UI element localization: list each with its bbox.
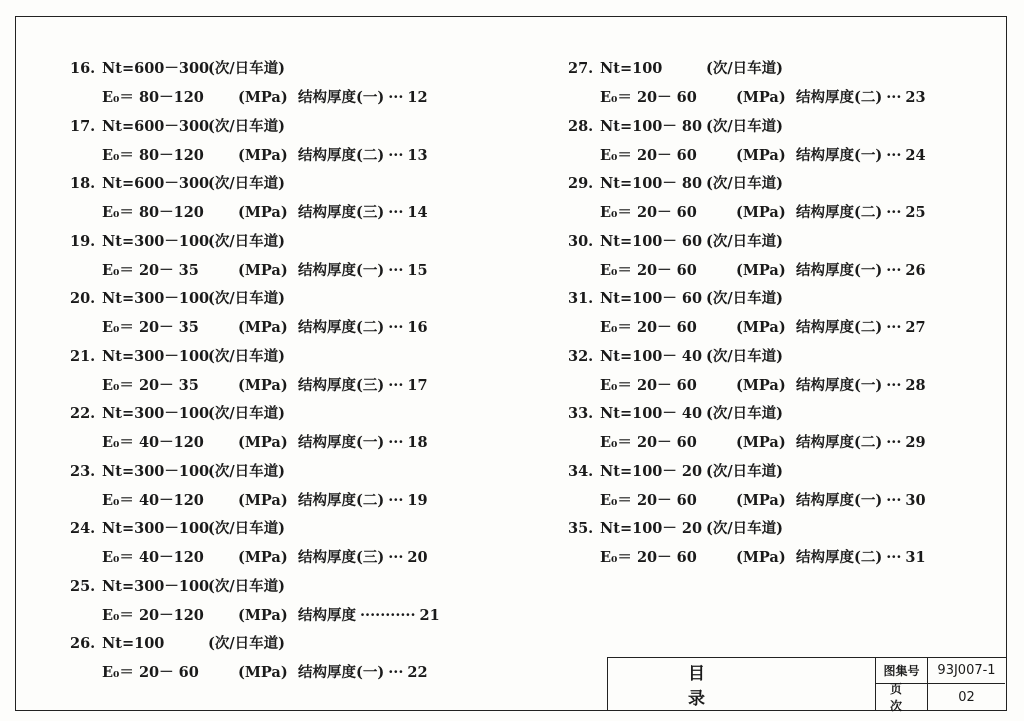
entry-description: 结构厚度(二): [298, 319, 385, 336]
modulus-unit: (MPa): [736, 89, 786, 106]
entry-number: 20.: [70, 290, 96, 307]
traffic-range: Nt=100: [600, 60, 663, 77]
entry-description: 结构厚度(二): [796, 549, 883, 566]
entry-number: 29.: [568, 175, 594, 192]
traffic-range: Nt=300－100: [102, 290, 210, 307]
leader-dots: ···: [886, 376, 902, 394]
traffic-range: Nt=300－100: [102, 462, 210, 480]
modulus-unit: (MPa): [736, 204, 786, 221]
traffic-unit: (次/日车道): [208, 405, 286, 422]
entry-number: 27.: [568, 60, 594, 77]
modulus-range: E₀＝ 40－120: [102, 491, 204, 509]
leader-dots: ···: [886, 491, 902, 509]
entry-number: 34.: [568, 462, 594, 480]
toc-entry-modulus-line: [600, 200, 926, 226]
toc-entry-modulus-line: [600, 488, 926, 514]
leader-dots: ···: [886, 261, 902, 279]
leader-dots: ···: [388, 434, 404, 451]
toc-entry-modulus-line: [102, 258, 428, 284]
modulus-range: E₀＝ 20－ 60: [102, 664, 199, 681]
modulus-unit: (MPa): [736, 434, 786, 451]
traffic-unit: (次/日车道): [208, 290, 286, 307]
traffic-range: Nt=100－ 60: [600, 290, 703, 307]
page-number: 23: [905, 89, 926, 106]
traffic-unit: (次/日车道): [208, 175, 286, 192]
entry-description: 结构厚度(三): [298, 549, 385, 566]
modulus-range: E₀＝ 20－ 60: [600, 376, 697, 394]
modulus-range: E₀＝ 20－ 60: [600, 491, 697, 509]
leader-dots: ···: [388, 664, 404, 681]
toc-entry-modulus-line: [102, 373, 428, 399]
title-block: [607, 657, 1007, 711]
title-block-title: 目录: [608, 658, 876, 710]
modulus-unit: (MPa): [736, 146, 786, 164]
page-number: 28: [905, 376, 926, 394]
traffic-range: Nt=100－ 60: [600, 232, 703, 250]
modulus-range: E₀＝ 20－ 35: [102, 376, 199, 394]
traffic-unit: (次/日车道): [706, 405, 784, 422]
toc-entry-traffic-line: [568, 171, 783, 197]
entry-description: 结构厚度(二): [796, 204, 883, 221]
modulus-range: E₀＝ 20－ 60: [600, 261, 697, 279]
toc-entry-traffic-line: [70, 401, 285, 427]
page-number-label: 页次: [876, 684, 928, 710]
traffic-unit: (次/日车道): [706, 347, 784, 365]
modulus-range: E₀＝ 40－120: [102, 549, 204, 566]
leader-dots: ···········: [360, 606, 416, 624]
modulus-range: E₀＝ 20－ 60: [600, 319, 697, 336]
toc-entry-traffic-line: [70, 459, 285, 485]
entry-number: 26.: [70, 635, 96, 652]
toc-entry-traffic-line: [568, 459, 783, 485]
atlas-number-value: 93J007-1: [928, 658, 1005, 684]
page-number: 26: [905, 261, 926, 279]
entry-number: 21.: [70, 347, 96, 365]
modulus-unit: (MPa): [736, 319, 786, 336]
entry-number: 30.: [568, 232, 594, 250]
leader-dots: ···: [388, 146, 404, 164]
page-number: 22: [407, 664, 428, 681]
traffic-unit: (次/日车道): [208, 117, 286, 135]
toc-entry-modulus-line: [102, 660, 428, 686]
leader-dots: ···: [886, 434, 902, 451]
toc-entry-modulus-line: [600, 315, 926, 341]
entry-description: 结构厚度(二): [796, 89, 883, 106]
toc-entry-modulus-line: [600, 373, 926, 399]
toc-entry-traffic-line: [568, 516, 783, 542]
page-number: 20: [407, 549, 428, 566]
entry-number: 16.: [70, 60, 96, 77]
entry-number: 33.: [568, 405, 594, 422]
toc-entry-modulus-line: [102, 200, 428, 226]
traffic-unit: (次/日车道): [706, 290, 784, 307]
page-number: 24: [905, 146, 926, 164]
leader-dots: ···: [388, 376, 404, 394]
traffic-range: Nt=600－300: [102, 60, 210, 77]
toc-entry-traffic-line: [70, 114, 285, 140]
toc-entry-modulus-line: [600, 430, 926, 456]
leader-dots: ···: [886, 549, 902, 566]
traffic-unit: (次/日车道): [208, 635, 286, 652]
toc-entry-traffic-line: [568, 401, 783, 427]
entry-description: 结构厚度(一): [796, 146, 883, 164]
modulus-unit: (MPa): [238, 549, 288, 566]
entry-description: 结构厚度(二): [796, 434, 883, 451]
page-number: 19: [407, 491, 428, 509]
toc-entry-traffic-line: [568, 114, 783, 140]
page-number: 17: [407, 376, 428, 394]
entry-description: 结构厚度(二): [796, 319, 883, 336]
modulus-unit: (MPa): [238, 376, 288, 394]
page-number: 16: [407, 319, 428, 336]
modulus-range: E₀＝ 20－ 60: [600, 204, 697, 221]
traffic-range: Nt=300－100: [102, 520, 210, 537]
entry-number: 28.: [568, 117, 594, 135]
toc-entry-modulus-line: [102, 143, 428, 169]
traffic-unit: (次/日车道): [208, 520, 286, 537]
traffic-range: Nt=100－ 20: [600, 520, 703, 537]
toc-entry-modulus-line: [600, 143, 926, 169]
page-number: 18: [407, 434, 428, 451]
page-number-value: 02: [958, 689, 975, 705]
toc-entry-modulus-line: [102, 315, 428, 341]
leader-dots: ···: [388, 319, 404, 336]
entry-number: 19.: [70, 232, 96, 250]
modulus-unit: (MPa): [238, 319, 288, 336]
traffic-unit: (次/日车道): [706, 60, 784, 77]
leader-dots: ···: [388, 491, 404, 509]
page-number: 14: [407, 204, 428, 221]
traffic-range: Nt=100: [102, 635, 165, 652]
toc-entry-traffic-line: [70, 574, 285, 600]
traffic-unit: (次/日车道): [208, 232, 286, 250]
entry-number: 35.: [568, 520, 594, 537]
modulus-unit: (MPa): [238, 606, 288, 624]
leader-dots: ···: [388, 261, 404, 279]
toc-entry-traffic-line: [70, 344, 285, 370]
modulus-unit: (MPa): [736, 376, 786, 394]
entry-description: 结构厚度(三): [298, 376, 385, 394]
leader-dots: ···: [886, 146, 902, 164]
traffic-range: Nt=600－300: [102, 117, 210, 135]
modulus-range: E₀＝ 20－ 60: [600, 89, 697, 106]
traffic-unit: (次/日车道): [706, 232, 784, 250]
toc-entry-traffic-line: [70, 631, 285, 657]
traffic-range: Nt=100－ 80: [600, 175, 703, 192]
modulus-unit: (MPa): [736, 491, 786, 509]
leader-dots: ···: [388, 89, 404, 106]
traffic-unit: (次/日车道): [706, 520, 784, 537]
leader-dots: ···: [886, 204, 902, 221]
toc-entry-traffic-line: [70, 229, 285, 255]
traffic-range: Nt=100－ 40: [600, 405, 703, 422]
entry-number: 17.: [70, 117, 96, 135]
page-number: 29: [905, 434, 926, 451]
entry-description: 结构厚度(二): [298, 146, 385, 164]
toc-entry-traffic-line: [568, 229, 783, 255]
toc-entry-modulus-line: [600, 85, 926, 111]
traffic-unit: (次/日车道): [706, 117, 784, 135]
toc-entry-traffic-line: [70, 286, 285, 312]
page-number: 30: [905, 491, 926, 509]
traffic-range: Nt=300－100: [102, 232, 210, 250]
entry-number: 32.: [568, 347, 594, 365]
entry-description: 结构厚度(一): [298, 434, 385, 451]
modulus-unit: (MPa): [238, 434, 288, 451]
entry-number: 18.: [70, 175, 96, 192]
leader-dots: ···: [886, 319, 902, 336]
entry-description: 结构厚度: [298, 606, 356, 624]
modulus-range: E₀＝ 20－ 35: [102, 319, 199, 336]
page-number: 27: [905, 319, 926, 336]
modulus-unit: (MPa): [238, 204, 288, 221]
modulus-range: E₀＝ 20－ 60: [600, 549, 697, 566]
modulus-range: E₀＝ 20－ 60: [600, 434, 697, 451]
entry-description: 结构厚度(一): [298, 664, 385, 681]
traffic-range: Nt=100－ 40: [600, 347, 703, 365]
modulus-range: E₀＝ 40－120: [102, 434, 204, 451]
leader-dots: ···: [886, 89, 902, 106]
toc-entry-modulus-line: [102, 488, 428, 514]
modulus-unit: (MPa): [238, 261, 288, 279]
modulus-range: E₀＝ 80－120: [102, 146, 204, 164]
traffic-range: Nt=300－100: [102, 577, 210, 595]
toc-entry-traffic-line: [70, 56, 285, 82]
entry-description: 结构厚度(一): [796, 261, 883, 279]
traffic-unit: (次/日车道): [706, 175, 784, 192]
entry-description: 结构厚度(一): [298, 261, 385, 279]
entry-description: 结构厚度(一): [796, 376, 883, 394]
page-number: 25: [905, 204, 926, 221]
toc-entry-traffic-line: [568, 286, 783, 312]
modulus-unit: (MPa): [736, 261, 786, 279]
toc-entry-traffic-line: [568, 56, 783, 82]
entry-description: 结构厚度(一): [298, 89, 385, 106]
toc-entry-modulus-line: [600, 258, 926, 284]
page-number: 31: [905, 549, 926, 566]
toc-entry-traffic-line: [568, 344, 783, 370]
leader-dots: ···: [388, 204, 404, 221]
traffic-range: Nt=100－ 80: [600, 117, 703, 135]
modulus-unit: (MPa): [238, 146, 288, 164]
modulus-range: E₀＝ 20－120: [102, 606, 204, 624]
traffic-unit: (次/日车道): [208, 347, 286, 365]
traffic-unit: (次/日车道): [706, 462, 784, 480]
modulus-unit: (MPa): [736, 549, 786, 566]
entry-description: 结构厚度(三): [298, 204, 385, 221]
atlas-number-label: 图集号: [876, 658, 928, 684]
page-number: 15: [407, 261, 428, 279]
toc-entry-modulus-line: [102, 603, 440, 629]
entry-description: 结构厚度(二): [298, 491, 385, 509]
modulus-unit: (MPa): [238, 491, 288, 509]
traffic-range: Nt=600－300: [102, 175, 210, 192]
modulus-range: E₀＝ 80－120: [102, 89, 204, 106]
toc-entry-traffic-line: [70, 516, 285, 542]
toc-entry-modulus-line: [600, 545, 926, 571]
traffic-range: Nt=100－ 20: [600, 462, 703, 480]
leader-dots: ···: [388, 549, 404, 566]
traffic-unit: (次/日车道): [208, 577, 286, 595]
traffic-unit: (次/日车道): [208, 462, 286, 480]
modulus-range: E₀＝ 20－ 35: [102, 261, 199, 279]
entry-number: 23.: [70, 462, 96, 480]
modulus-unit: (MPa): [238, 89, 288, 106]
page-number: 12: [407, 89, 428, 106]
toc-entry-modulus-line: [102, 85, 428, 111]
entry-number: 24.: [70, 520, 96, 537]
entry-number: 25.: [70, 577, 96, 595]
entry-number: 31.: [568, 290, 594, 307]
modulus-range: E₀＝ 20－ 60: [600, 146, 697, 164]
traffic-range: Nt=300－100: [102, 347, 210, 365]
traffic-range: Nt=300－100: [102, 405, 210, 422]
page-number: 21: [419, 606, 440, 624]
entry-number: 22.: [70, 405, 96, 422]
toc-entry-traffic-line: [70, 171, 285, 197]
entry-description: 结构厚度(一): [796, 491, 883, 509]
page-number: 13: [407, 146, 428, 164]
modulus-unit: (MPa): [238, 664, 288, 681]
toc-entry-modulus-line: [102, 430, 428, 456]
toc-entry-modulus-line: [102, 545, 428, 571]
traffic-unit: (次/日车道): [208, 60, 286, 77]
modulus-range: E₀＝ 80－120: [102, 204, 204, 221]
